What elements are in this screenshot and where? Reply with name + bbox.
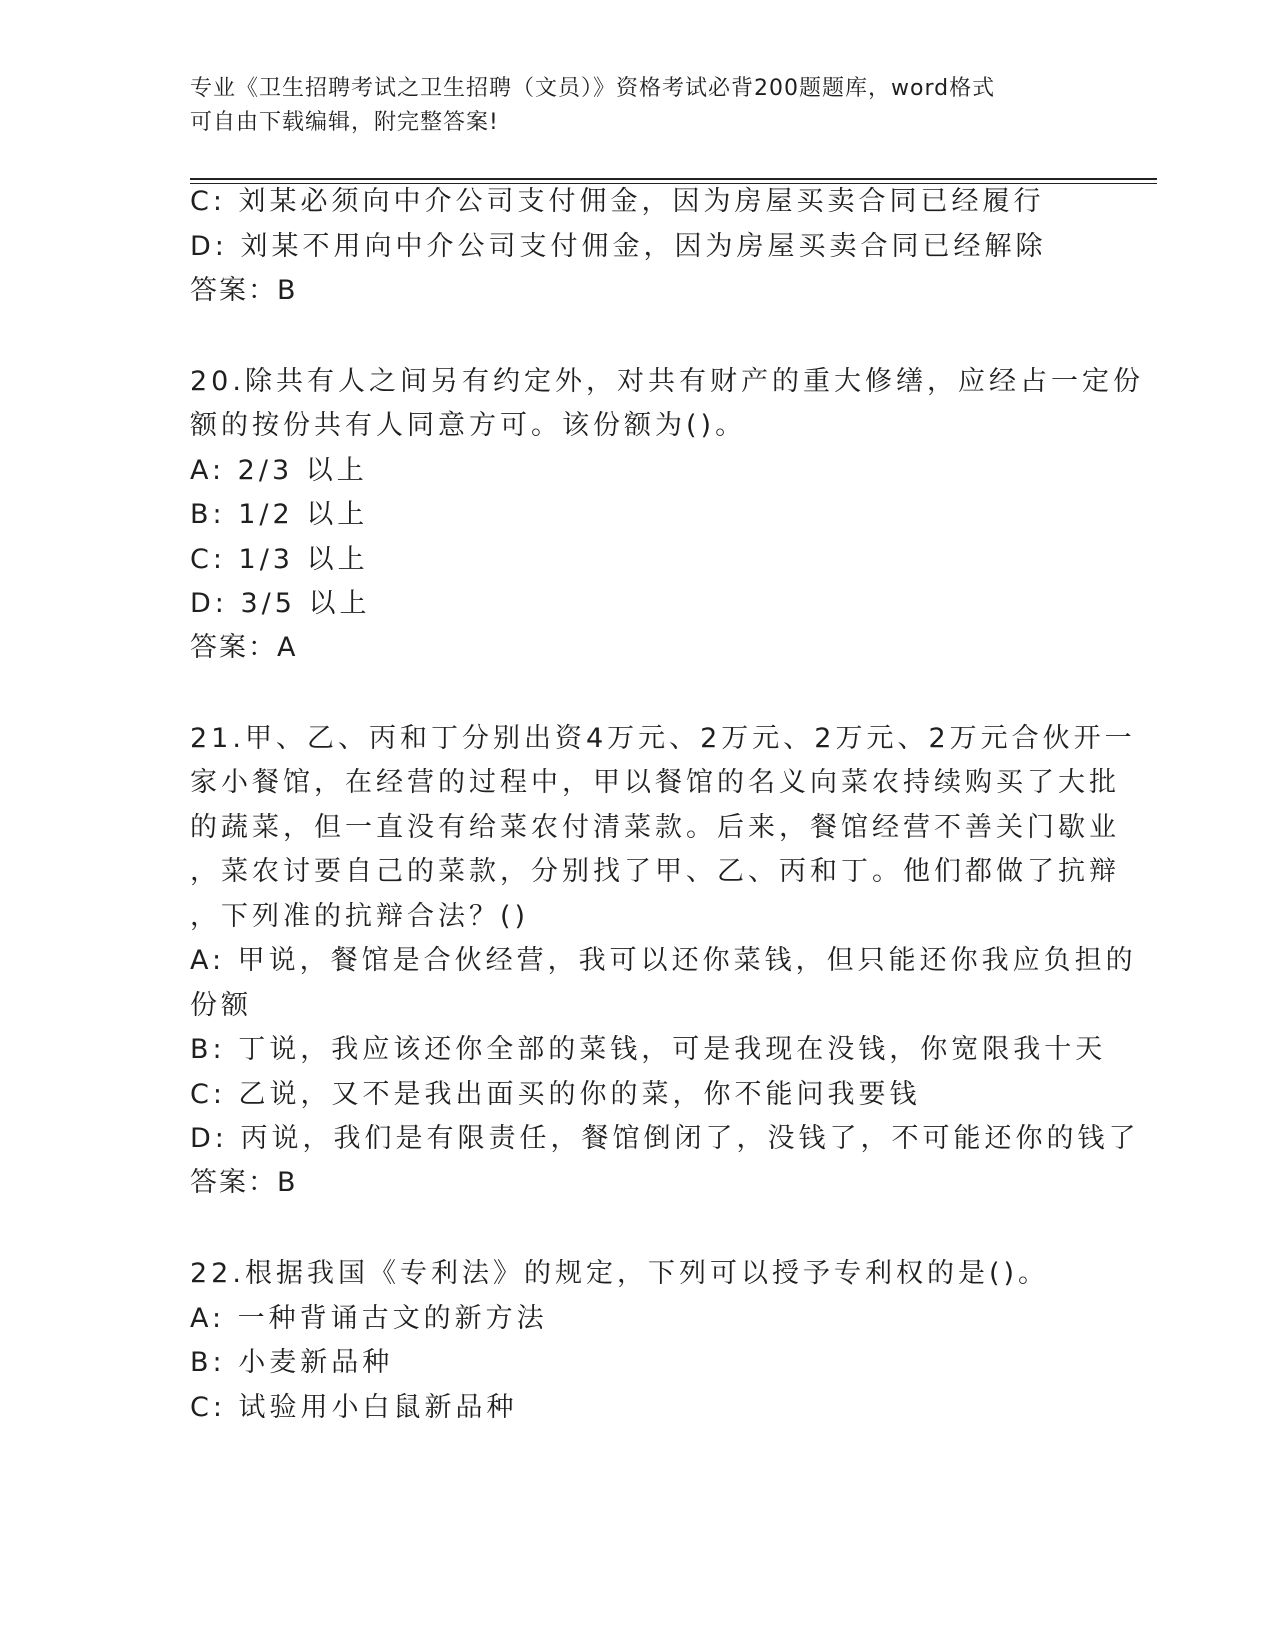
header-rule-thick bbox=[190, 178, 1157, 180]
q21-stem-line-5: ，下列准的抗辩合法？() bbox=[190, 901, 530, 932]
q22-stem-line-1: 22.根据我国《专利法》的规定，下列可以授予专利权的是()。 bbox=[190, 1258, 1050, 1289]
q20-stem-line-1: 20.除共有人之间另有约定外，对共有财产的重大修缮，应经占一定份 bbox=[190, 366, 1144, 397]
q21-stem-line-3: 的蔬菜，但一直没有给菜农付清菜款。后来，餐馆经营不善关门歇业 bbox=[190, 812, 1120, 843]
q21-option-b: B: 丁说，我应该还你全部的菜钱，可是我现在没钱，你宽限我十天 bbox=[190, 1034, 1107, 1065]
q21-answer: 答案：B bbox=[190, 1167, 298, 1198]
q20-option-a: A: 2/3 以上 bbox=[190, 455, 368, 486]
q22-option-b: B: 小麦新品种 bbox=[190, 1347, 394, 1378]
q21-option-a-line-1: A: 甲说，餐馆是合伙经营，我可以还你菜钱，但只能还你我应负担的 bbox=[190, 945, 1137, 976]
q22-option-a: A: 一种背诵古文的新方法 bbox=[190, 1303, 548, 1334]
q21-stem-line-2: 家小餐馆，在经营的过程中，甲以餐馆的名义向菜农持续购买了大批 bbox=[190, 767, 1120, 798]
q21-option-c: C: 乙说，又不是我出面买的你的菜，你不能问我要钱 bbox=[190, 1079, 921, 1110]
q21-option-a-line-2: 份额 bbox=[190, 990, 252, 1021]
document-header bbox=[190, 72, 1090, 140]
q19-option-c: C: 刘某必须向中介公司支付佣金，因为房屋买卖合同已经履行 bbox=[190, 186, 1045, 217]
q19-answer: 答案：B bbox=[190, 275, 298, 306]
header-title-line-1: 专业《卫生招聘考试之卫生招聘（文员）》资格考试必背200题题库，word格式 bbox=[190, 76, 996, 101]
header-title-line-2: 可自由下载编辑，附完整答案! bbox=[190, 110, 499, 135]
q19-option-d: D: 刘某不用向中介公司支付佣金，因为房屋买卖合同已经解除 bbox=[190, 231, 1047, 262]
q20-option-d: D: 3/5 以上 bbox=[190, 588, 371, 619]
q20-stem-line-2: 额的按份共有人同意方可。该份额为()。 bbox=[190, 410, 747, 441]
q20-option-c: C: 1/3 以上 bbox=[190, 544, 369, 575]
q21-stem-line-4: ，菜农讨要自己的菜款，分别找了甲、乙、丙和丁。他们都做了抗辩 bbox=[190, 856, 1120, 887]
q21-option-d: D: 丙说，我们是有限责任，餐馆倒闭了，没钱了，不可能还你的钱了 bbox=[190, 1123, 1140, 1154]
q20-answer: 答案：A bbox=[190, 632, 298, 663]
q22-option-c: C: 试验用小白鼠新品种 bbox=[190, 1392, 518, 1423]
q20-option-b: B: 1/2 以上 bbox=[190, 499, 369, 530]
q21-stem-line-1: 21.甲、乙、丙和丁分别出资4万元、2万元、2万元、2万元合伙开一 bbox=[190, 723, 1136, 754]
